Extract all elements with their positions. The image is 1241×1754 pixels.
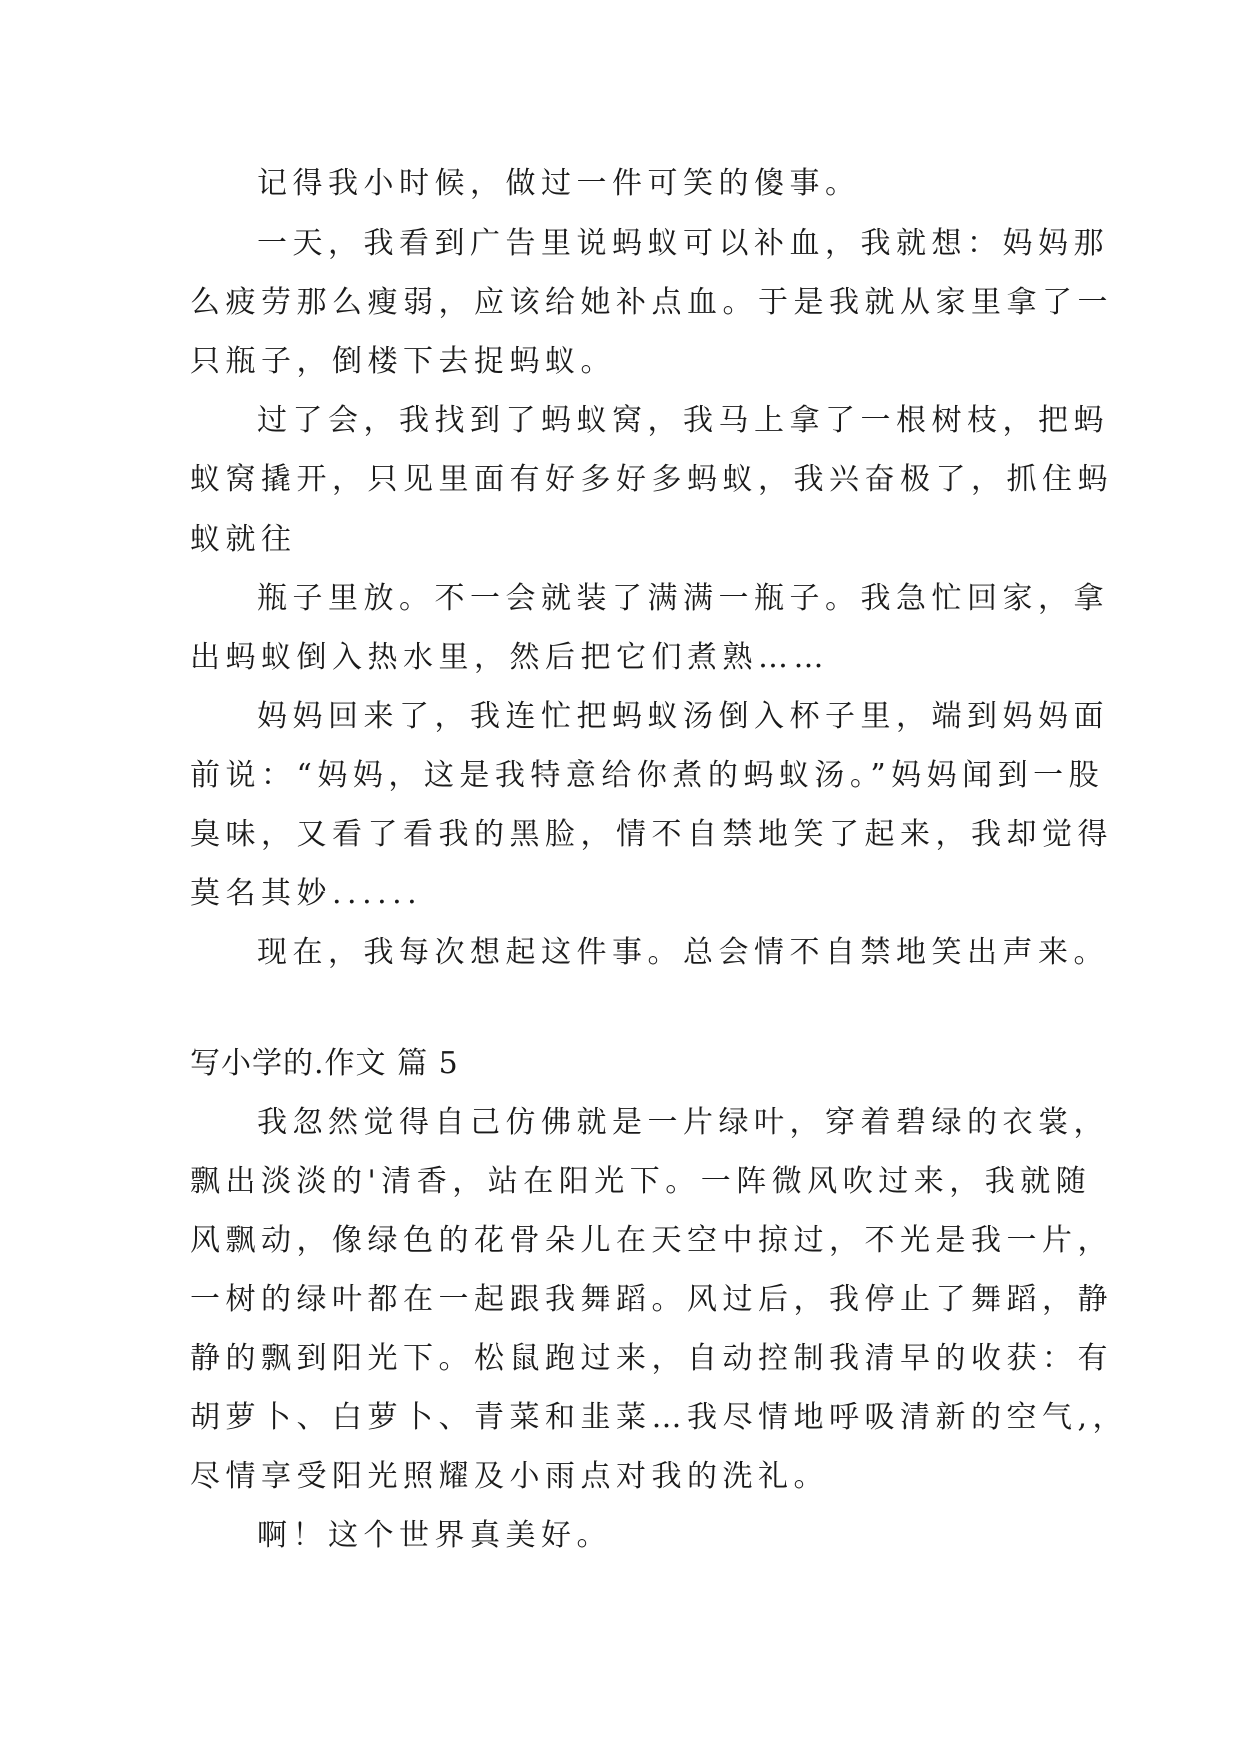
story-line: 过了会，我找到了蚂蚁窝，我马上拿了一根树枝，把蚂 [257,403,1109,438]
essay-line: 胡萝卜、白萝卜、青菜和韭菜…我尽情地呼吸清新的空气,， [190,1400,1129,1435]
essay-line: 一树的绿叶都在一起跟我舞蹈。风过后，我停止了舞蹈，静 [190,1282,1113,1317]
story-line: 瓶子里放。不一会就装了满满一瓶子。我急忙回家，拿 [257,581,1109,616]
story-line: 么疲劳那么瘦弱，应该给她补点血。于是我就从家里拿了一 [190,285,1113,320]
section-heading: 写小学的.作文 篇 5 [190,1046,459,1081]
essay-line: 静的飘到阳光下。松鼠跑过来，自动控制我清早的收获：有 [190,1341,1113,1376]
essay-line: 啊！这个世界真美好。 [257,1518,612,1553]
story-line: 莫名其妙...... [190,876,423,911]
story-line: 只瓶子，倒楼下去捉蚂蚁。 [190,344,616,379]
essay-line: 飘出淡淡的'清香，站在阳光下。一阵微风吹过来，我就随 [190,1164,1092,1199]
story-line: 臭味，又看了看我的黑脸，情不自禁地笑了起来，我却觉得 [190,817,1113,852]
story-line: 蚁窝撬开，只见里面有好多好多蚂蚁，我兴奋极了，抓住蚂 [190,462,1113,497]
story-line: 现在，我每次想起这件事。总会情不自禁地笑出声来。 [257,935,1109,970]
story-line: 记得我小时候，做过一件可笑的傻事。 [257,166,861,201]
essay-line: 尽情享受阳光照耀及小雨点对我的洗礼。 [190,1459,829,1494]
essay-line: 风飘动，像绿色的花骨朵儿在天空中掠过，不光是我一片， [190,1223,1113,1258]
story-line: 一天，我看到广告里说蚂蚁可以补血，我就想：妈妈那 [257,226,1109,261]
essay-line: 我忽然觉得自己仿佛就是一片绿叶，穿着碧绿的衣裳， [257,1105,1109,1140]
story-line: 蚁就往 [190,522,297,557]
story-line: 前说：“妈妈，这是我特意给你煮的蚂蚁汤。”妈妈闻到一股 [190,758,1105,793]
story-line: 出蚂蚁倒入热水里，然后把它们煮熟…… [190,640,829,675]
story-line: 妈妈回来了，我连忙把蚂蚁汤倒入杯子里，端到妈妈面 [257,699,1109,734]
